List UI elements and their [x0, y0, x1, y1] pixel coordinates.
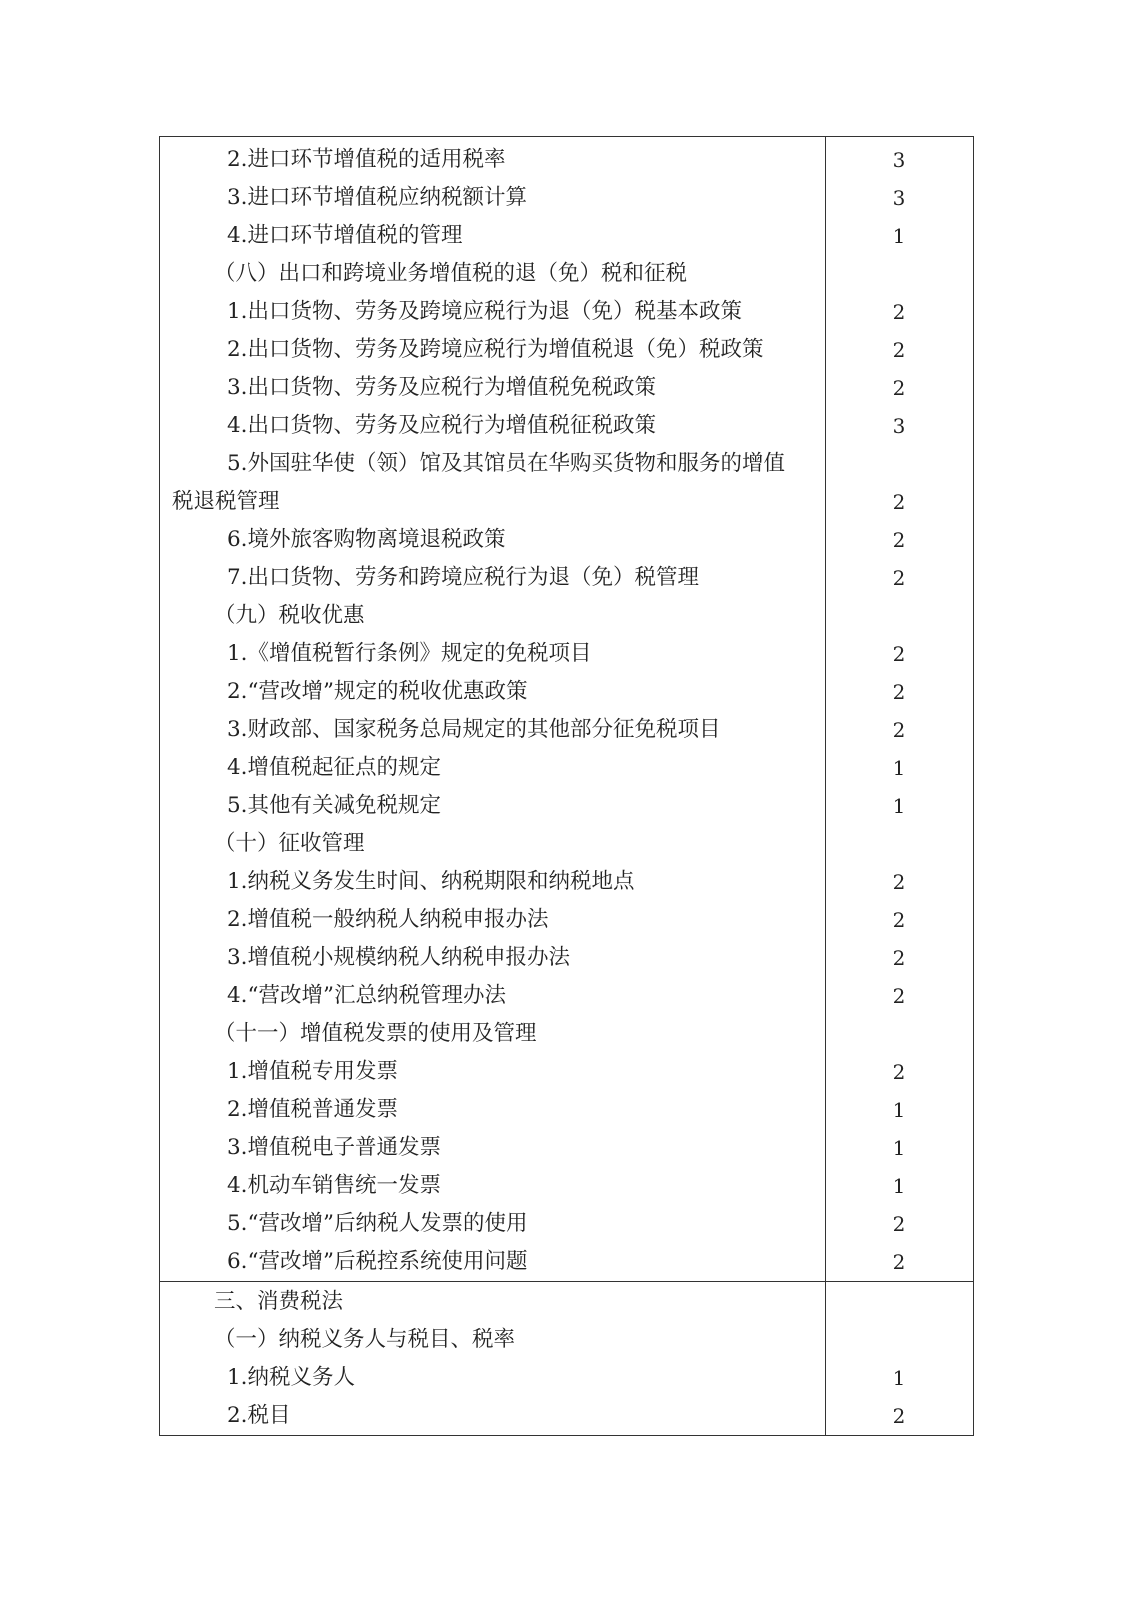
topic-cell: 4.出口货物、劳务及应税行为增值税征税政策: [227, 413, 657, 438]
hours-cell: 2: [892, 908, 906, 932]
table-row: [160, 293, 973, 331]
topic-cell: 5.“营改增”后纳税人发票的使用: [227, 1211, 528, 1236]
topic-cell: 2.增值税一般纳税人纳税申报办法: [227, 907, 549, 932]
topic-cell: 2.税目: [227, 1403, 291, 1428]
topic-cell: 3.财政部、国家税务总局规定的其他部分征免税项目: [227, 717, 721, 742]
hours-cell: 1: [892, 1174, 906, 1198]
topic-line: 5.外国驻华使（领）馆及其馆员在华购买货物和服务的增值: [227, 451, 786, 476]
table-row: [160, 1205, 973, 1243]
hours-cell: 2: [892, 1404, 906, 1428]
hours-cell: 1: [892, 756, 906, 780]
table-row: [160, 635, 973, 673]
hours-cell-empty: [825, 1283, 973, 1321]
hours-cell: 3: [892, 148, 906, 172]
syllabus-table: [159, 136, 974, 1436]
topic-cell: 6.“营改增”后税控系统使用问题: [227, 1249, 528, 1274]
chapter-heading: 三、消费税法: [214, 1289, 344, 1314]
hours-cell: 2: [892, 984, 906, 1008]
hours-cell: 2: [892, 528, 906, 552]
topic-cell: 4.机动车销售统一发票: [227, 1173, 442, 1198]
section-heading: （一）纳税义务人与税目、税率: [214, 1327, 516, 1352]
table-row: [160, 1015, 973, 1053]
topic-cell: 3.进口环节增值税应纳税额计算: [227, 185, 528, 210]
hours-cell: 2: [892, 338, 906, 362]
table-row: [160, 369, 973, 407]
topic-cell: 5.其他有关减免税规定: [227, 793, 442, 818]
section-heading: （十一）增值税发票的使用及管理: [214, 1021, 537, 1046]
lower-section: [160, 1282, 973, 1435]
table-row: [160, 255, 973, 293]
hours-cell: 1: [892, 1136, 906, 1160]
table-row: [160, 1397, 973, 1435]
table-row: [160, 597, 973, 635]
section-heading: （八）出口和跨境业务增值税的退（免）税和征税: [214, 261, 688, 286]
table-row: [160, 445, 973, 521]
hours-cell: 2: [892, 680, 906, 704]
topic-cell: 4.增值税起征点的规定: [227, 755, 442, 780]
topic-cell: 3.出口货物、劳务及应税行为增值税免税政策: [227, 375, 657, 400]
table-row: [160, 1243, 973, 1281]
table-row: [160, 141, 973, 179]
hours-cell: 2: [892, 1212, 906, 1236]
table-row: [160, 1321, 973, 1359]
topic-cell: 6.境外旅客购物离境退税政策: [227, 527, 506, 552]
table-row: [160, 407, 973, 445]
table-row: [160, 179, 973, 217]
table-row: [160, 711, 973, 749]
table-row: [160, 863, 973, 901]
topic-cell: 3.增值税小规模纳税人纳税申报办法: [227, 945, 571, 970]
topic-line-continued: 税退税管理: [172, 489, 280, 514]
hours-cell: 3: [892, 186, 906, 210]
hours-cell: 3: [892, 414, 906, 438]
upper-section: [160, 137, 973, 1282]
hours-cell: 2: [892, 566, 906, 590]
hours-cell: 2: [892, 718, 906, 742]
table-row: [160, 1053, 973, 1091]
table-row: [160, 825, 973, 863]
hours-cell-empty: [825, 255, 973, 293]
hours-cell-empty: [825, 1015, 973, 1053]
hours-cell-empty: [825, 1321, 973, 1359]
table-row: [160, 559, 973, 597]
topic-cell: 7.出口货物、劳务和跨境应税行为退（免）税管理: [227, 565, 700, 590]
section-heading: （十）征收管理: [214, 831, 365, 856]
hours-cell: 2: [892, 376, 906, 400]
topic-cell: 1.纳税义务人: [227, 1365, 356, 1390]
topic-cell: 4.“营改增”汇总纳税管理办法: [227, 983, 506, 1008]
table-row: [160, 787, 973, 825]
hours-cell-empty: [825, 825, 973, 863]
topic-cell: 1.纳税义务发生时间、纳税期限和纳税地点: [227, 869, 635, 894]
table-row: [160, 1283, 973, 1321]
hours-cell: 2: [892, 490, 906, 514]
hours-cell: 1: [892, 1366, 906, 1390]
topic-cell: 2.进口环节增值税的适用税率: [227, 147, 506, 172]
hours-cell-empty: [825, 597, 973, 635]
hours-cell: 2: [892, 1250, 906, 1274]
hours-cell: 2: [892, 946, 906, 970]
table-row: [160, 673, 973, 711]
hours-cell: 2: [892, 1060, 906, 1084]
hours-cell: 2: [892, 300, 906, 324]
topic-cell: 1.《增值税暂行条例》规定的免税项目: [227, 641, 592, 666]
topic-cell: 2.“营改增”规定的税收优惠政策: [227, 679, 528, 704]
table-row: [160, 1359, 973, 1397]
hours-cell: 2: [892, 870, 906, 894]
table-row: [160, 901, 973, 939]
table-row: [160, 1091, 973, 1129]
hours-cell: 1: [892, 794, 906, 818]
table-row: [160, 939, 973, 977]
table-row: [160, 217, 973, 255]
topic-cell: 1.增值税专用发票: [227, 1059, 399, 1084]
table-row: [160, 1167, 973, 1205]
topic-cell: 3.增值税电子普通发票: [227, 1135, 442, 1160]
topic-cell: 2.增值税普通发票: [227, 1097, 399, 1122]
hours-cell: 2: [892, 642, 906, 666]
topic-cell: 2.出口货物、劳务及跨境应税行为增值税退（免）税政策: [227, 337, 764, 362]
topic-cell: 1.出口货物、劳务及跨境应税行为退（免）税基本政策: [227, 299, 743, 324]
table-row: [160, 521, 973, 559]
hours-cell: 1: [892, 1098, 906, 1122]
topic-cell: [160, 445, 825, 521]
topic-cell: 4.进口环节增值税的管理: [227, 223, 463, 248]
table-row: [160, 331, 973, 369]
table-row: [160, 977, 973, 1015]
hours-cell: 1: [892, 224, 906, 248]
table-row: [160, 749, 973, 787]
section-heading: （九）税收优惠: [214, 603, 365, 628]
table-row: [160, 1129, 973, 1167]
